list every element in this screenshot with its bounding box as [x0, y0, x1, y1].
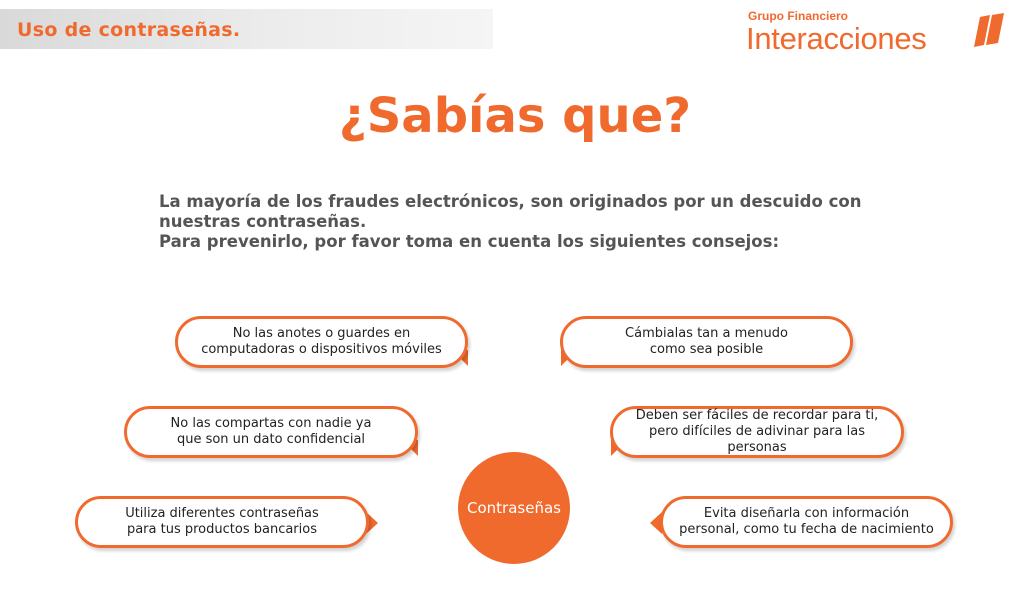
tip-line: No las compartas con nadie ya [170, 416, 372, 431]
tip-line: Cámbialas tan a menudo [625, 326, 788, 341]
tip-different-passwords [75, 496, 369, 548]
tip-easy-to-remember [610, 406, 904, 458]
logo-name: Interacciones [746, 21, 927, 56]
logo-subtitle: Grupo Financiero [748, 9, 849, 23]
intro-line-3: Para prevenirlo, por favor toma en cuenta los siguientes consejos: [159, 232, 780, 251]
tip-line: para tus productos bancarios [126, 522, 317, 537]
tip-no-share [124, 406, 418, 458]
tip-change-often [560, 316, 853, 368]
intro-text [159, 192, 919, 252]
tip-avoid-personal-info [660, 496, 953, 548]
tip-line: Evita diseñarla con información [703, 506, 910, 521]
tip-line: personal, como tu fecha de nacimiento [679, 522, 934, 537]
tip-line: pero difíciles de adivinar para las personas [649, 424, 865, 455]
page-title: Uso de contraseñas. [17, 19, 241, 41]
tip-line: como sea posible [649, 342, 764, 357]
tip-no-write-down [175, 316, 468, 368]
tip-line: computadoras o dispositivos móviles [201, 342, 442, 357]
brand-logo [748, 9, 1018, 59]
tip-line: Deben ser fáciles de recordar para ti, [635, 408, 879, 423]
logo-mark-icon [970, 11, 1008, 49]
intro-line-2: nuestras contraseñas. [159, 212, 367, 231]
tip-line: No las anotes o guardes en [232, 326, 411, 341]
intro-line-1: La mayoría de los fraudes electrónicos, son originados por un descuido con [159, 192, 862, 211]
tip-line: Utiliza diferentes contraseñas [125, 506, 319, 521]
hub-circle [458, 452, 570, 564]
hub-label: Contraseñas [467, 499, 561, 517]
main-heading: ¿Sabías que? [338, 88, 692, 144]
tip-line: que son un dato confidencial [176, 432, 366, 447]
